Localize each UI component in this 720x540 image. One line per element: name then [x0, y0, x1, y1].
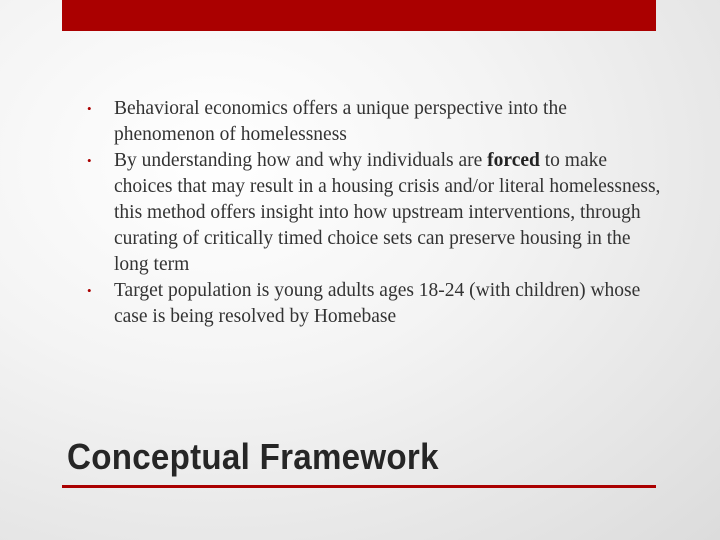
bullet-text-segment: By understanding how and why individuals are: [114, 150, 488, 171]
bullet-icon: •: [87, 283, 92, 298]
bullet-text-segment: to make choices that may result in a housing crisis and/or literal homelessness, this method offers insight into how upstream interventions, through curating of critically timed choice sets can preserve housing in the long term: [114, 150, 661, 275]
bullet-item: [87, 148, 667, 278]
bullet-item: [87, 96, 667, 148]
slide-body: [87, 96, 667, 330]
bullet-text: Target population is young adults ages 18-24 (with children) whose case is being resolved by Homebase: [114, 280, 641, 327]
title-underline: [62, 485, 656, 488]
bullet-text: Behavioral economics offers a unique perspective into the phenomenon of homelessness: [114, 98, 567, 145]
top-accent-bar: [62, 0, 656, 31]
bullet-item: [87, 278, 667, 330]
bullet-list: [87, 96, 667, 330]
bullet-icon: •: [87, 101, 92, 116]
bullet-emphasis: forced: [487, 150, 540, 171]
bullet-text: [114, 150, 660, 275]
bullet-icon: •: [87, 153, 92, 168]
slide-title: Conceptual Framework: [67, 436, 439, 477]
